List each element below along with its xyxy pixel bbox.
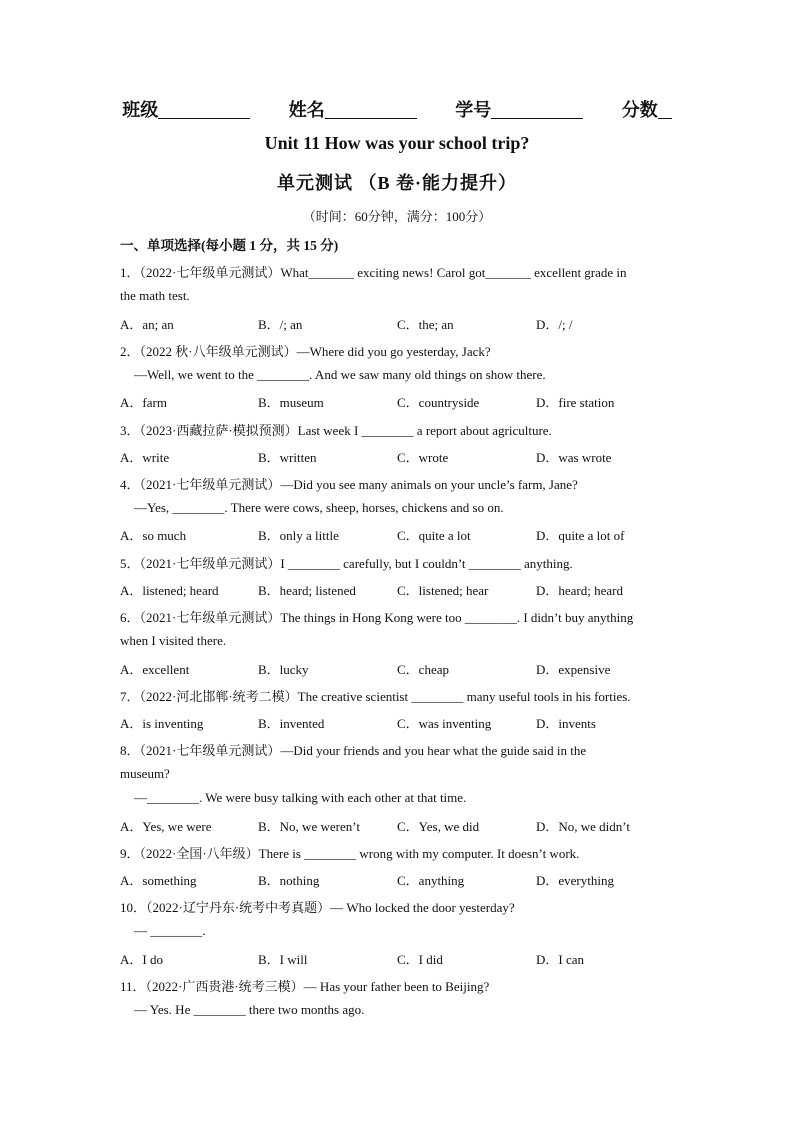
question-5-text: 5．（2021·七年级单元测试）I ________ carefully, but I couldn’t ________ anything.	[120, 556, 573, 571]
option-a[interactable]: A．is inventing	[120, 716, 204, 731]
option-d[interactable]: D．expensive	[536, 662, 611, 677]
question-6-text-cont: when I visited there.	[120, 633, 227, 648]
question-8-text-cont2: —________. We were busy talking with each other at that time.	[134, 790, 467, 805]
option-b[interactable]: B．lucky	[258, 662, 309, 677]
question-10-text: 10．（2022·辽宁丹东·统考中考真题）— Who locked the door yesterday?	[120, 900, 515, 915]
option-c[interactable]: C．wrote	[397, 450, 449, 465]
option-a[interactable]: A．farm	[120, 395, 167, 410]
option-c[interactable]: C．quite a lot	[397, 528, 471, 543]
question-2-text-cont: —Well, we went to the ________. And we saw many old things on show there.	[134, 367, 546, 382]
question-2-text: 2．（2022 秋·八年级单元测试）—Where did you go yesterday, Jack?	[120, 344, 491, 359]
option-d[interactable]: D．everything	[536, 873, 614, 888]
question-8-text: 8．（2021·七年级单元测试）—Did your friends and you hear what the guide said in the	[120, 743, 587, 758]
unit-title: Unit 11 How was your school trip?	[264, 133, 530, 153]
question-10-text-cont: — ________.	[134, 923, 206, 938]
option-c[interactable]: C．cheap	[397, 662, 449, 677]
test-meta: （时间：60分钟，满分：100分）	[302, 209, 492, 224]
option-a[interactable]: A．excellent	[120, 662, 190, 677]
question-11-text-cont: — Yes. He ________ there two months ago.	[134, 1002, 365, 1017]
option-d[interactable]: D．No, we didn’t	[536, 819, 631, 834]
option-d[interactable]: D．heard; heard	[536, 583, 623, 598]
question-1-text: 1．（2022·七年级单元测试）What_______ exciting news! Carol got_______ excellent grade in	[120, 265, 627, 280]
question-11-text: 11．（2022·广西贵港·统考三模）— Has your father been to Beijing?	[120, 979, 490, 994]
option-a[interactable]: A．write	[120, 450, 170, 465]
option-a[interactable]: A．I do	[120, 952, 163, 967]
option-d[interactable]: D．invents	[536, 716, 596, 731]
option-c[interactable]: C．the; an	[397, 317, 454, 332]
score-field[interactable]: 分数	[622, 96, 672, 122]
student-id-field[interactable]: 学号	[455, 96, 583, 122]
option-d[interactable]: D．I can	[536, 952, 585, 967]
option-a[interactable]: A．an; an	[120, 317, 174, 332]
option-d[interactable]: D．quite a lot of	[536, 528, 625, 543]
option-c[interactable]: C．anything	[397, 873, 465, 888]
option-b[interactable]: B．heard; listened	[258, 583, 356, 598]
section-heading: 一、单项选择(每小题 1 分，共 15 分)	[120, 238, 339, 253]
option-b[interactable]: B．/; an	[258, 317, 303, 332]
test-subtitle: 单元测试 （B 卷·能力提升）	[276, 173, 517, 193]
option-b[interactable]: B．museum	[258, 395, 324, 410]
question-6-text: 6．（2021·七年级单元测试）The things in Hong Kong were too ________. I didn’t buy anything	[120, 610, 634, 625]
name-field[interactable]: 姓名	[289, 96, 417, 122]
question-3-text: 3．（2023·西藏拉萨·模拟预测）Last week I ________ a report about agriculture.	[120, 423, 552, 438]
option-a[interactable]: A．Yes, we were	[120, 819, 212, 834]
option-d[interactable]: D．/; /	[536, 317, 573, 332]
question-8-text-cont: museum?	[120, 766, 170, 781]
option-c[interactable]: C．listened; hear	[397, 583, 489, 598]
option-c[interactable]: C．was inventing	[397, 716, 492, 731]
option-d[interactable]: D．fire station	[536, 395, 615, 410]
question-4-text: 4．（2021·七年级单元测试）—Did you see many animals on your uncle’s farm, Jane?	[120, 477, 578, 492]
student-info-fields	[0, 96, 794, 122]
option-b[interactable]: B．written	[258, 450, 317, 465]
class-field[interactable]: 班级	[122, 96, 250, 122]
option-c[interactable]: C．I did	[397, 952, 443, 967]
option-b[interactable]: B．No, we weren’t	[258, 819, 360, 834]
option-d[interactable]: D．was wrote	[536, 450, 612, 465]
question-7-text: 7．（2022·河北邯郸·统考二模）The creative scientist ________ many useful tools in his forties.	[120, 689, 631, 704]
question-1-text-cont: the math test.	[120, 288, 190, 303]
question-4-text-cont: —Yes, ________. There were cows, sheep, horses, chickens and so on.	[134, 500, 504, 515]
option-a[interactable]: A．something	[120, 873, 197, 888]
option-a[interactable]: A．listened; heard	[120, 583, 219, 598]
question-9-text: 9．（2022·全国·八年级）There is ________ wrong with my computer. It doesn’t work.	[120, 846, 580, 861]
option-c[interactable]: C．Yes, we did	[397, 819, 480, 834]
option-b[interactable]: B．nothing	[258, 873, 320, 888]
option-b[interactable]: B．only a little	[258, 528, 339, 543]
option-a[interactable]: A．so much	[120, 528, 187, 543]
option-b[interactable]: B．invented	[258, 716, 325, 731]
option-c[interactable]: C．countryside	[397, 395, 480, 410]
option-b[interactable]: B．I will	[258, 952, 308, 967]
